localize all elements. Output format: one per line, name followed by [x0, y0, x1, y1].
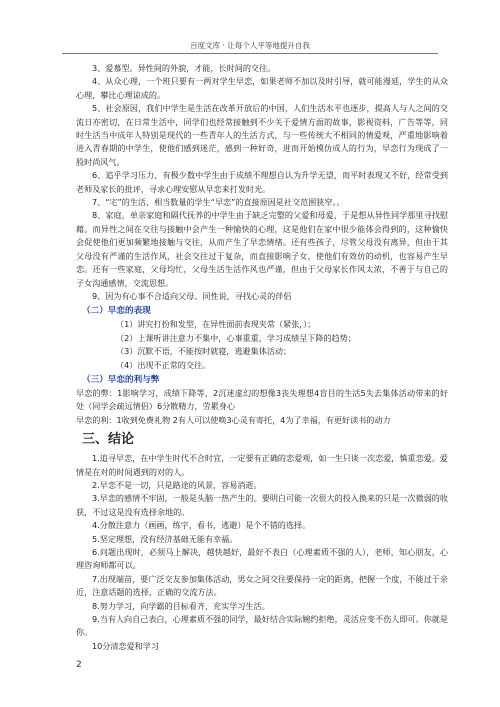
paragraph: 早恋的利：1收到免费礼物 2有人可以使唤3心灵有寄托，4为了幸福，有更好读书的动力 — [76, 414, 391, 425]
section-heading: （三）早恋的利与弊 — [82, 374, 160, 385]
paragraph: 8.努力学习，向学霸的目标看齐，充实学习生活。 — [92, 600, 270, 611]
paragraph: 1.追寻早恋，在中学生时代不合时宜，一定要有正确的恋爱观，如一生只谈一次恋爱，慎重恋爱。爱情是在对的时间遇到的对的人。 — [76, 453, 448, 477]
paragraph: 4.分散注意力（画画，练字，看书，逃避）是个不错的选择。 — [92, 520, 311, 531]
paragraph: 7.出现端苗，要广泛交友参加集体活动，男女之间交往要保持一定的距离，把握一个度，不能过于亲近，注意话题的选择，正确的交流方法。 — [76, 573, 448, 598]
paragraph: 4、从众心理，一个班只要有一两对学生早恋，如果老师不加以及时引导，就可能漫延，学生的从众心理，攀比心理谅成的。 — [76, 76, 448, 100]
paragraph: 9.当有人向自己表白，心理素质不强的同学，最好结合实际婉约拒绝，灵活应变不伤人即可。你就是你。 — [76, 614, 448, 638]
paragraph: 2.早恋不是一切，只是路途的风景，容易消逝。 — [92, 479, 262, 490]
paragraph: 6、追乎学习压力，有极少数中学生由于成绩不理想自认为升学无望，而平时表现又不好，经常受到老师及家长的批评，寻求心理安慰从早恋来打发时光。 — [76, 170, 448, 194]
paragraph: 3.早恋的感情不牢固，一般是头脑一热产生的。要明白可能一次很大的投入换来的只是一次微弱的收获，不过这是没有选择余地的。 — [76, 493, 448, 517]
list-item: （3）沉默不语，不能按时就寝，逃避集体活动； — [116, 346, 292, 357]
page-header: 百度文库 · 让每个人平等地提升自我 — [190, 41, 310, 50]
header-divider — [62, 53, 438, 54]
paragraph: 8、家庭，单亲家庭和隔代抚养的中学生由于缺乏完整的父爱和母爱，于是想从异性同学那里寻找慰藉。而异性之间在交往与接触中会产生一种愉快的心理，这是他们在家中很少能体会得到的，这种愉快会促使他们更加频繁地接触与交往，从而产生了早恋情绪。还有些孩子，尽管父母没有离异，但由于其父母没有严谨的生活作风，社会交往过于复杂，而直接影响子女，使他们有效仿的动机，也容易产生早恋。还有一些家庭，父母均忙，父母生活生活作风也严谨，但由于父母家长作风太浓，不善于与自己的子女沟通感情，交流思想。 — [76, 210, 448, 288]
page-number: 2 — [76, 660, 82, 670]
paragraph: 5.坚定理想，没有经济基础无能有幸福。 — [92, 533, 238, 544]
paragraph: 早恋的弊：1影响学习，成绩下降等，2沉迷虚幻的想像3丧失理想4盲目的生活5失去集体活动带来的好处（同学会疏远情侣）6分散精力，劳累身心 — [76, 387, 448, 412]
document-body — [76, 62, 448, 653]
paragraph: 9、因为有心事不合适向父母、同性说，寻找心灵的伴侣 — [92, 290, 292, 301]
list-item: （2）上课听讲注意力不集中，心事重重，学习成绩呈下降的趋势； — [116, 332, 356, 343]
list-item: （4）出现不正常的交往。 — [116, 359, 211, 370]
paragraph: 6.问题出现时，必须马上解决，越快越好，最好不表白（心理素质不强的人），老师，知心朋友，心理咨询师都可以。 — [76, 547, 448, 571]
section-heading: （二）早恋的表现 — [82, 306, 151, 317]
paragraph: 7、“宅”的生活，相当数量的学生“早恋”的直接原因是社交范围狭窄。。 — [92, 197, 345, 208]
list-item: （1）讲究打扮和发型，在异性面前表现夹常（紧张，）； — [116, 319, 316, 330]
paragraph: 5、社会原因，我们中学生是生活在改革开放后的中国，人们生活水平也逐步，提高人与人之间的交流日亦密切，在日常生活中，同学们也经常接触到不少关于爱情方面的故事，影视资料，广告等等，同时生活当中成年人特别是现代的一些青年人的生活方式，与一些传统大不相同的情爱观，严重地影响着进入青春期的中学生，使他们感到迷茫，感到一种好奇，进而开始模仿成人的行为，早恋行为现成了一股时尚风气。 — [76, 103, 448, 167]
conclusion-heading: 三、结论 — [82, 432, 135, 448]
paragraph: 10分清恋爱和学习 — [92, 640, 159, 651]
paragraph: 3、爱慕型。异性间的外貌，才能，长时间的交往。 — [92, 63, 276, 73]
